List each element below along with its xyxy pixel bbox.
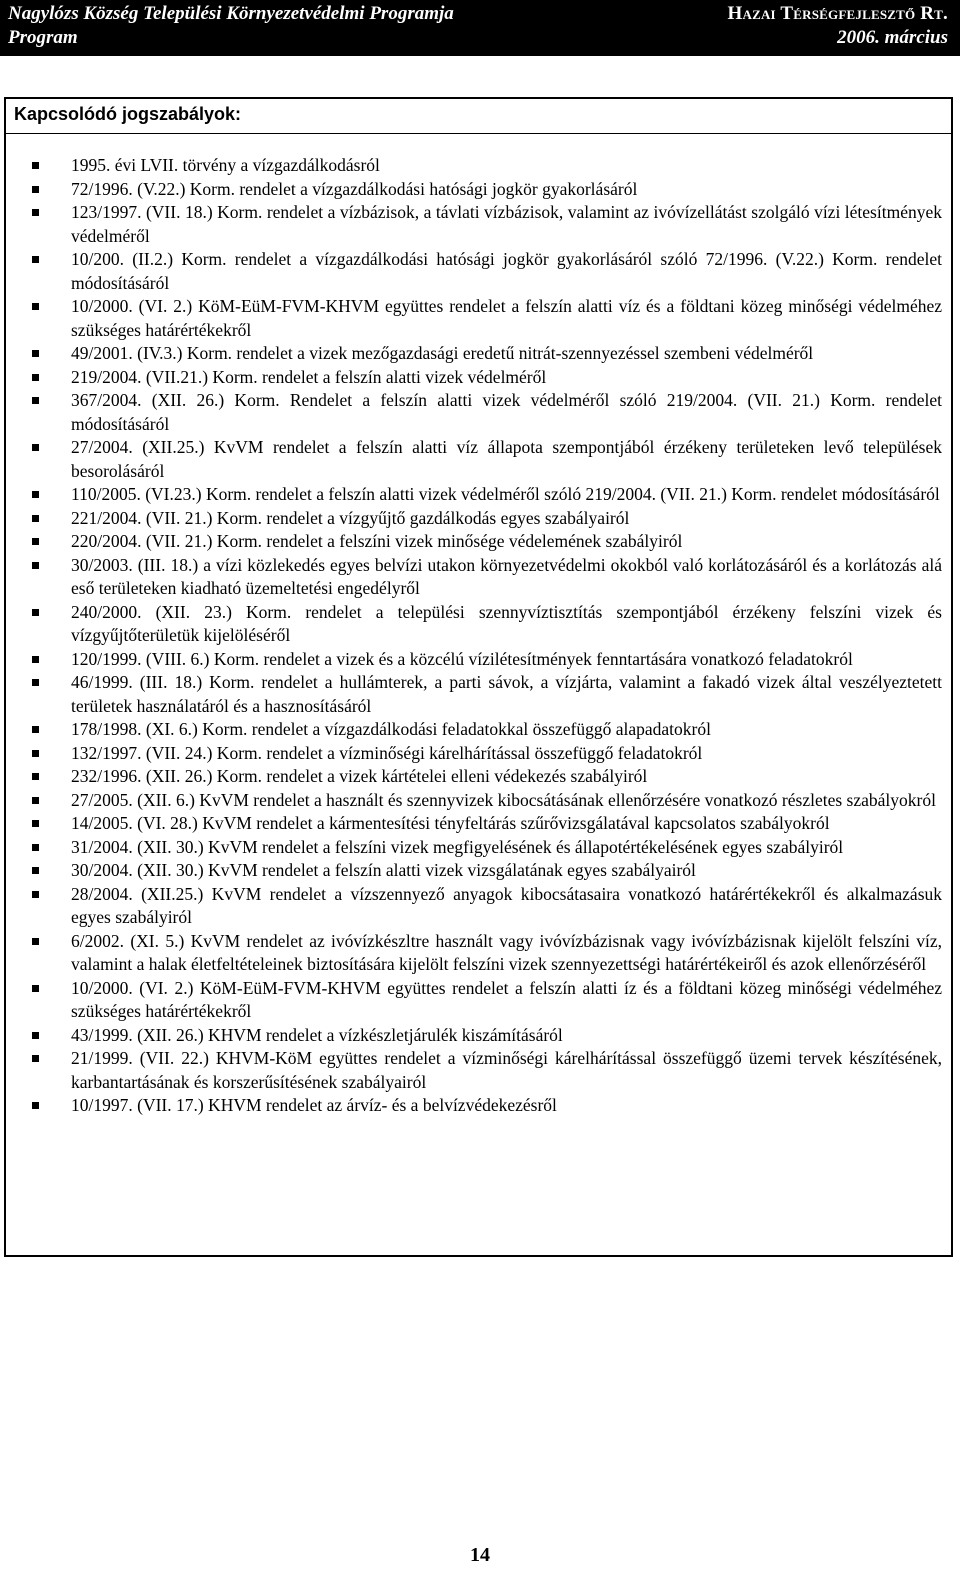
list-item <box>0 295 960 342</box>
list-item <box>0 483 960 507</box>
list-item <box>0 836 960 860</box>
square-bullet-icon <box>32 797 39 804</box>
law-text: 123/1997. (VII. 18.) Korm. rendelet a vízbázisok, a távlati vízbázisok, valamint az ivóvízellátást szolgáló vízi létesítmények védelméről <box>71 202 942 246</box>
organization-name: Hazai Térségfejlesztő Rt. <box>727 3 948 24</box>
square-bullet-icon <box>32 750 39 757</box>
list-item <box>0 248 960 295</box>
list-item <box>0 366 960 390</box>
list-item <box>0 601 960 648</box>
list-item <box>0 389 960 436</box>
law-text: 367/2004. (XII. 26.) Korm. Rendelet a felszín alatti vizek védelméről szóló 219/2004. (VII. 21.) Korm. rendelet módosításáról <box>71 390 942 434</box>
list-item <box>0 154 960 178</box>
law-text: 28/2004. (XII.25.) KvVM rendelet a vízszennyező anyagok kibocsátasaira vonatkozó határértékekről és alkalmazásuk egyes szabályiról <box>71 883 942 927</box>
law-list <box>0 154 960 1118</box>
list-item <box>0 812 960 836</box>
list-item <box>0 554 960 601</box>
list-item <box>0 1047 960 1094</box>
square-bullet-icon <box>32 1102 39 1109</box>
law-text: 31/2004. (XII. 30.) KvVM rendelet a felszíni vizek megfigyelésének és állapotértékelésének egyes szabályiról <box>71 836 844 857</box>
title-divider <box>4 133 953 134</box>
law-text: 72/1996. (V.22.) Korm. rendelet a vízgazdálkodási hatósági jogkör gyakorlásáról <box>71 178 638 199</box>
list-item <box>0 178 960 202</box>
section-title: Kapcsolódó jogszabályok: <box>14 104 242 124</box>
page-header <box>0 0 960 56</box>
square-bullet-icon <box>32 186 39 193</box>
law-text: 43/1999. (XII. 26.) KHVM rendelet a vízkészletjárulék kiszámításáról <box>71 1024 563 1045</box>
law-text: 220/2004. (VII. 21.) Korm. rendelet a felszíni vizek minősége védelemének szabályiról <box>71 531 683 551</box>
law-text: 178/1998. (XI. 6.) Korm. rendelet a vízgazdálkodási feladatokkal összefüggő alapadatokról <box>71 719 711 739</box>
law-text: 10/200. (II.2.) Korm. rendelet a vízgazdálkodási hatósági jogkör gyakorlásáról szóló 72/1996. (V.22.) Korm. rendelet módosításáról <box>71 249 942 293</box>
law-text: 14/2005. (VI. 28.) KvVM rendelet a kármentesítési tényfeltárás szűrővizsgálatával kapcsolatos szabályokról <box>71 813 830 833</box>
list-item <box>0 1094 960 1118</box>
law-text: 221/2004. (VII. 21.) Korm. rendelet a vízgyűjtő gazdálkodás egyes szabályairól <box>71 507 630 528</box>
square-bullet-icon <box>32 397 39 404</box>
square-bullet-icon <box>32 1032 39 1039</box>
square-bullet-icon <box>32 538 39 545</box>
list-item <box>0 342 960 366</box>
square-bullet-icon <box>32 1055 39 1062</box>
law-text: 10/2000. (VI. 2.) KöM-EüM-FVM-KHVM együttes rendelet a felszín alatti víz és a földtani közeg minőségi védelméhez szükséges határértékekről <box>71 296 942 340</box>
law-text: 132/1997. (VII. 24.) Korm. rendelet a vízminőségi kárelhárítással összefüggő feladatokról <box>71 742 703 763</box>
list-item <box>0 201 960 248</box>
page-number: 14 <box>470 1544 490 1566</box>
law-text: 1995. évi LVII. törvény a vízgazdálkodásról <box>71 155 380 175</box>
document-title: Nagylózs Község Települési Környezetvédelmi Programja <box>8 3 454 24</box>
law-text: 240/2000. (XII. 23.) Korm. rendelet a települési szennyvíztisztítás szempontjából érzékeny felszíni vizek és vízgyűjtőterületük kijelöléséről <box>71 601 942 645</box>
list-item <box>0 765 960 789</box>
list-item <box>0 789 960 813</box>
square-bullet-icon <box>32 679 39 686</box>
list-item <box>0 648 960 672</box>
law-text: 46/1999. (III. 18.) Korm. rendelet a hullámterek, a parti sávok, a vízjárta, valamint a fakadó vizek által veszélyeztetett területek használatáról és a hasznosításáról <box>71 672 942 716</box>
law-text: 30/2004. (XII. 30.) KvVM rendelet a felszín alatti vizek vizsgálatának egyes szabályairól <box>71 860 696 880</box>
header-row-bottom <box>8 26 948 50</box>
list-item <box>0 530 960 554</box>
square-bullet-icon <box>32 256 39 263</box>
square-bullet-icon <box>32 515 39 522</box>
list-item <box>0 436 960 483</box>
square-bullet-icon <box>32 985 39 992</box>
law-text: 219/2004. (VII.21.) Korm. rendelet a felszín alatti vizek védelméről <box>71 366 547 387</box>
law-text: 21/1999. (VII. 22.) KHVM-KöM együttes rendelet a vízminőségi kárelhárítással összefüggő üzemi tervek készítésének, karbantartásának és korszerűsítésének szabályairól <box>71 1048 942 1092</box>
square-bullet-icon <box>32 656 39 663</box>
list-item <box>0 718 960 742</box>
document-date: 2006. március <box>837 27 948 48</box>
law-text: 49/2001. (IV.3.) Korm. rendelet a vizek mezőgazdasági eredetű nitrát-szennyezéssel szembeni védelméről <box>71 343 814 363</box>
list-item <box>0 977 960 1024</box>
law-text: 232/1996. (XII. 26.) Korm. rendelet a vizek kártételei elleni védekezés szabályiról <box>71 766 648 786</box>
list-item <box>0 883 960 930</box>
square-bullet-icon <box>32 562 39 569</box>
square-bullet-icon <box>32 726 39 733</box>
list-item <box>0 859 960 883</box>
law-text: 27/2004. (XII.25.) KvVM rendelet a felszín alatti víz állapota szempontjából érzékeny területeken levő települések besorolásáról <box>71 437 942 481</box>
header-row-top <box>8 2 948 26</box>
list-item <box>0 930 960 977</box>
law-text: 27/2005. (XII. 6.) KvVM rendelet a használt és szennyvizek kibocsátásának ellenőrzésére vonatkozó részletes szabályokról <box>71 789 936 810</box>
list-item <box>0 1024 960 1048</box>
list-item <box>0 507 960 531</box>
square-bullet-icon <box>32 609 39 616</box>
square-bullet-icon <box>32 891 39 898</box>
square-bullet-icon <box>32 844 39 851</box>
square-bullet-icon <box>32 209 39 216</box>
list-item <box>0 671 960 718</box>
law-text: 120/1999. (VIII. 6.) Korm. rendelet a vizek és a közcélú vízilétesítmények fenntartására vonatkozó feladatokról <box>71 648 853 669</box>
square-bullet-icon <box>32 773 39 780</box>
square-bullet-icon <box>32 491 39 498</box>
law-text: 10/1997. (VII. 17.) KHVM rendelet az árvíz- és a belvízvédekezésről <box>71 1095 557 1115</box>
square-bullet-icon <box>32 867 39 874</box>
square-bullet-icon <box>32 350 39 357</box>
square-bullet-icon <box>32 162 39 169</box>
square-bullet-icon <box>32 444 39 451</box>
list-item <box>0 742 960 766</box>
document-subtitle: Program <box>8 27 78 48</box>
square-bullet-icon <box>32 303 39 310</box>
square-bullet-icon <box>32 374 39 381</box>
square-bullet-icon <box>32 938 39 945</box>
law-text: 110/2005. (VI.23.) Korm. rendelet a felszín alatti vizek védelméről szóló 219/2004. (VII. 21.) Korm. rendelet módosításáról <box>71 484 940 504</box>
law-text: 6/2002. (XI. 5.) KvVM rendelet az ivóvízkészltre használt vagy ivóvízbázisnak vagy ivóvízbázisnak kijelölt felszíni víz, valamint a halak életfeltételeinek biztosítására kijelölt felszíni vizek szennyezettségi határértékeiről és azok ellenőrzéséről <box>71 930 942 974</box>
law-text: 10/2000. (VI. 2.) KöM-EüM-FVM-KHVM együttes rendelet a felszín alatti íz és a földtani közeg minőségi védelméhez szükséges határértékekről <box>71 977 942 1021</box>
law-text: 30/2003. (III. 18.) a vízi közlekedés egyes belvízi utakon környezetvédelmi okokból való korlátozásáról és a korlátozás alá eső területeken kiadható üzemeltetési engedélyről <box>71 554 942 598</box>
square-bullet-icon <box>32 820 39 827</box>
